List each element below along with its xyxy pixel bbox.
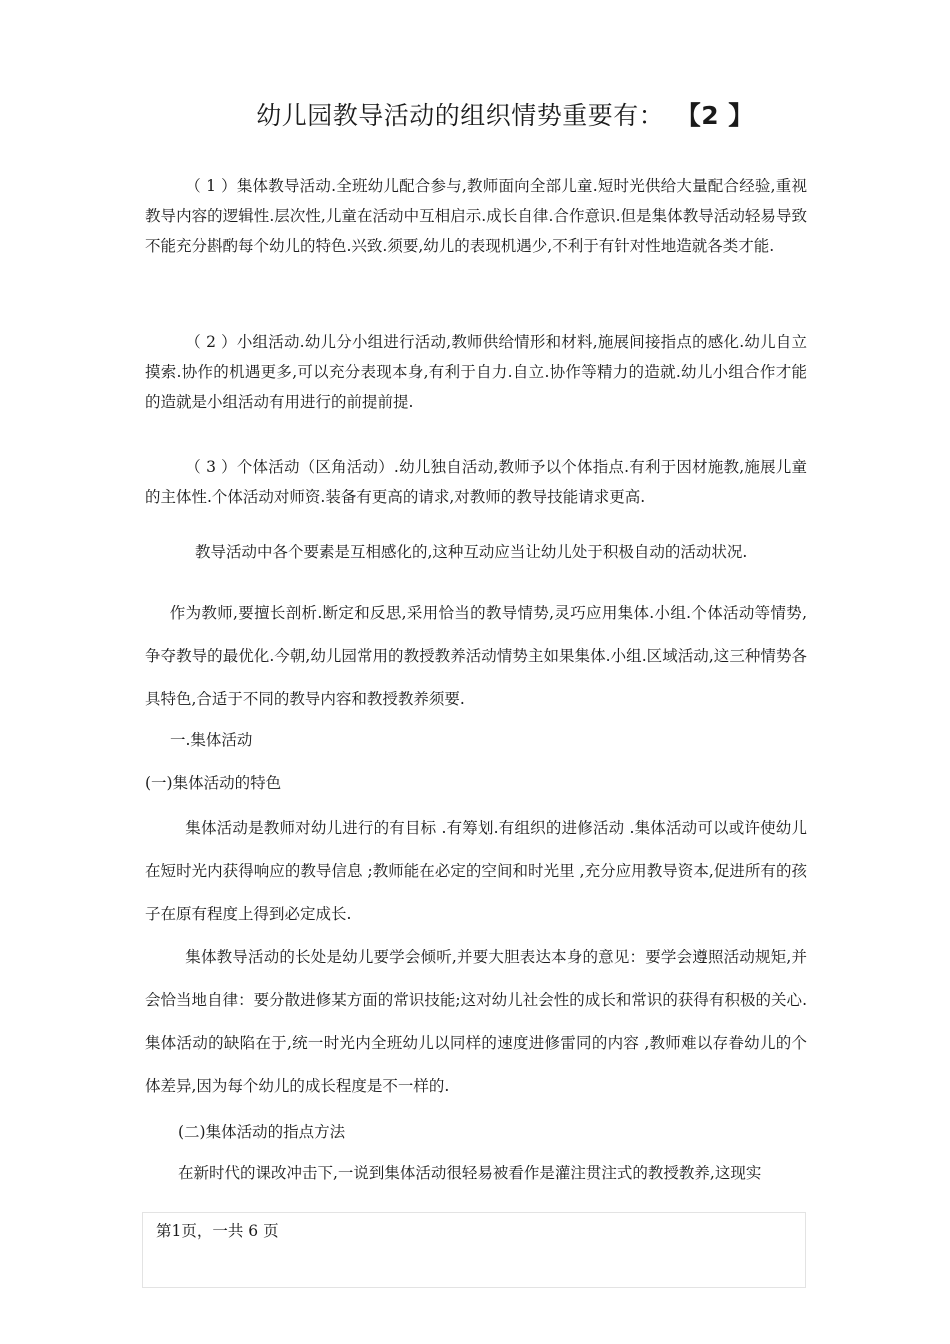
paragraph-group-activity: （ 1 ）集体教导活动.全班幼儿配合参与,教师面向全部儿童.短时光供给大量配合经验,重视教导内容的逻辑性.层次性,儿童在活动中互相启示.成长自律.合作意识.但是集体教导活动轻易导致不能充分斟酌每个幼儿的特色.兴致.须要,幼儿的表现机遇少,不利于有针对性地造就各类才能. (145, 177, 807, 255)
paragraph-group-definition: 集体活动是教师对幼儿进行的有目标 .有筹划.有组织的进修活动 .集体活动可以或许使幼儿在短时光内获得响应的教导信息 ;教师能在必定的空间和时光里 ,充分应用教导资本,促进所有的孩子在原有程度上得到必定成长. (145, 819, 807, 923)
subsection-heading: (一)集体活动的特色 (145, 774, 282, 792)
paragraph-individual-activity: （ 3 ）个体活动（区角活动）.幼儿独自活动,教师予以个体指点.有利于因材施教,施展儿童的主体性.个体活动对师资.装备有更高的请求,对教师的教导技能请求更高. (145, 458, 807, 506)
page-title (0, 96, 950, 132)
paragraph-interaction: 教导活动中各个要素是互相感化的,这种互动应当让幼儿处于积极自动的活动状况. (195, 543, 748, 561)
subsection-heading-guidance: (二)集体活动的指点方法 (178, 1123, 346, 1141)
title-text: 幼儿园教导活动的组织情势重要有： (256, 101, 665, 130)
page-footer (142, 1212, 806, 1288)
paragraph-teacher-role: 作为教师,要擅长剖析.断定和反思,采用恰当的教导情势,灵巧应用集体.小组.个体活动等情势,争夺教导的最优化.今朝,幼儿园常用的教授教养活动情势主如果集体.小组.区域活动,这三种情势各具特色,合适于不同的教导内容和教授教养须要. (145, 604, 807, 708)
title-tag: 【2 】 (688, 101, 754, 130)
paragraph-guidance-start: 在新时代的课改冲击下,一说到集体活动很轻易被看作是灌注贯注式的教授教养,这现实 (178, 1164, 762, 1182)
page-number: 第1页，一共 6 页 (156, 1222, 279, 1240)
paragraph-small-group-activity: （ 2 ）小组活动.幼儿分小组进行活动,教师供给情形和材料,施展间接指点的感化.幼儿自立摸索.协作的机遇更多,可以充分表现本身,有利于自力.自立.协作等精力的造就.幼儿小组合作才能的造就是小组活动有用进行的前提前提. (145, 333, 807, 411)
section-heading: 一.集体活动 (170, 731, 253, 749)
paragraph-group-pros-cons: 集体教导活动的长处是幼儿要学会倾听,并要大胆表达本身的意见：要学会遵照活动规矩,并会恰当地自律：要分散进修某方面的常识技能;这对幼儿社会性的成长和常识的获得有积极的关心.集体活动的缺陷在于,统一时光内全班幼儿以同样的速度进修雷同的内容 ,教师难以存眷幼儿的个体差异,因为每个幼儿的成长程度是不一样的. (145, 948, 807, 1095)
